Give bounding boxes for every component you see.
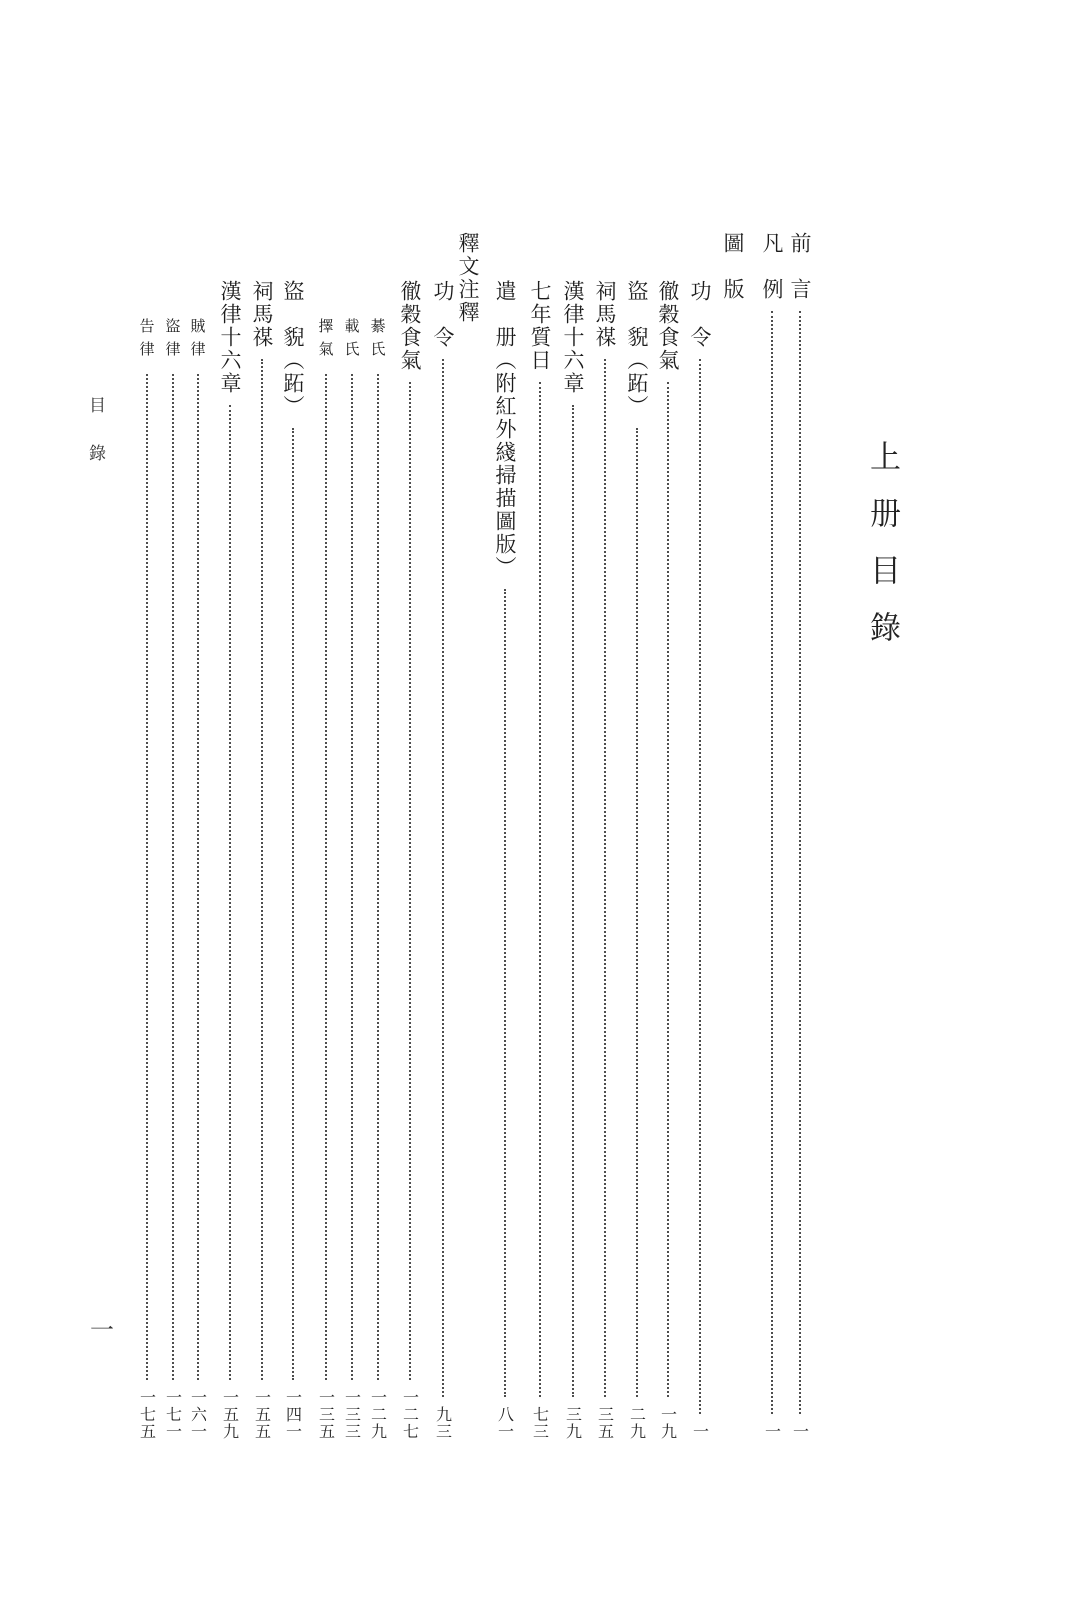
toc-entry-title: 綦氏	[368, 318, 387, 364]
toc-entry-page-number: 一四一	[283, 1389, 303, 1440]
folio-page-number: 一	[90, 1316, 114, 1344]
dotted-leader	[442, 359, 444, 1397]
toc-entry	[245, 280, 279, 1440]
dotted-leader	[261, 359, 263, 1380]
toc-entry-page-number: 一五五	[252, 1389, 272, 1440]
toc-entry-title: 擇氣	[316, 318, 335, 364]
toc-entry	[651, 280, 685, 1440]
toc-entry-page-number: 三五	[595, 1406, 615, 1440]
dotted-leader	[229, 405, 231, 1380]
toc-entry-title: 盜 貎（跖）	[281, 280, 305, 418]
toc-entry	[683, 280, 717, 1440]
toc-entry-page-number: 二九	[627, 1406, 647, 1440]
dotted-leader	[504, 589, 506, 1397]
toc-entry-title: 功 令	[431, 280, 455, 349]
toc-entry-page-number: 一七五	[137, 1389, 157, 1440]
toc-entry-page-number: 一六一	[188, 1389, 208, 1440]
toc-entry-page-number: 三九	[563, 1406, 583, 1440]
toc-entry-title: 圖 版	[721, 232, 745, 301]
toc-entry-page-number: 一二七	[400, 1389, 420, 1440]
toc-entry	[588, 280, 622, 1440]
toc-entry-page-number: 一九	[658, 1406, 678, 1440]
dotted-leader	[699, 359, 701, 1414]
toc-entry-title: 前 言	[788, 232, 812, 301]
dotted-leader	[572, 405, 574, 1397]
toc-entry-title: 釋文注釋	[456, 232, 480, 324]
dotted-leader	[146, 374, 148, 1380]
toc-entry-page-number: 九三	[433, 1406, 453, 1440]
toc-entry-title: 七年質日	[528, 280, 552, 372]
toc-entry	[488, 280, 522, 1440]
toc-entry-title: 盜律	[163, 318, 182, 364]
toc-entry-title: 徹穀食氣	[656, 280, 680, 372]
toc-entry-title: 祠馬禖	[250, 280, 274, 349]
toc-entry-title: 徹穀食氣	[398, 280, 422, 372]
toc-entry-page-number: 一	[762, 1423, 782, 1440]
toc-entry	[339, 318, 365, 1440]
dotted-leader	[799, 311, 801, 1414]
dotted-leader	[172, 374, 174, 1380]
toc-entry-title: 祠馬禖	[593, 280, 617, 349]
toc-entry	[185, 318, 211, 1440]
toc-entry	[365, 318, 391, 1440]
dotted-leader	[539, 382, 541, 1397]
toc-entry-title: 漢律十六章	[561, 280, 585, 395]
dotted-leader	[667, 382, 669, 1397]
toc-entry	[213, 280, 247, 1440]
toc-entry	[276, 280, 310, 1440]
toc-entry	[134, 318, 160, 1440]
toc-entry-title: 告律	[137, 318, 156, 364]
dotted-leader	[197, 374, 199, 1380]
toc-section-header	[716, 232, 750, 301]
toc-entry	[313, 318, 339, 1440]
toc-entry-page-number: 七三	[530, 1406, 550, 1440]
toc-entry	[620, 280, 654, 1440]
toc-entry-page-number: 一三五	[316, 1389, 336, 1440]
dotted-leader	[409, 382, 411, 1380]
toc-entry-title: 凡 例	[760, 232, 784, 301]
toc-entry-title: 漢律十六章	[218, 280, 242, 395]
toc-entry-title: 載氏	[342, 318, 361, 364]
toc-entry-title: 賊律	[188, 318, 207, 364]
dotted-leader	[636, 428, 638, 1397]
toc-entry	[393, 280, 427, 1440]
dotted-leader	[325, 374, 327, 1380]
dotted-leader	[377, 374, 379, 1380]
dotted-leader	[292, 428, 294, 1380]
margin-header: 目錄	[85, 396, 105, 492]
toc-entry-page-number: 一七一	[163, 1389, 183, 1440]
toc-entry-title: 遣 册（附紅外綫掃描圖版）	[493, 280, 517, 579]
toc-entry-page-number: 一	[690, 1423, 710, 1440]
toc-entry	[556, 280, 590, 1440]
toc-entry-page-number: 一三三	[342, 1389, 362, 1440]
toc-entry-title: 盜 貎（跖）	[625, 280, 649, 418]
toc-entry-page-number: 一二九	[368, 1389, 388, 1440]
toc-entry-page-number: 八一	[495, 1406, 515, 1440]
toc-entry	[160, 318, 186, 1440]
toc-entry-title: 功 令	[688, 280, 712, 349]
volume-title: 上册目錄	[864, 440, 900, 668]
toc-entry	[426, 280, 460, 1440]
dotted-leader	[771, 311, 773, 1414]
toc-entry-page-number: 一五九	[220, 1389, 240, 1440]
dotted-leader	[351, 374, 353, 1380]
toc-entry	[755, 232, 789, 1440]
dotted-leader	[604, 359, 606, 1397]
toc-entry	[523, 280, 557, 1440]
toc-entry-page-number: 一	[790, 1423, 810, 1440]
